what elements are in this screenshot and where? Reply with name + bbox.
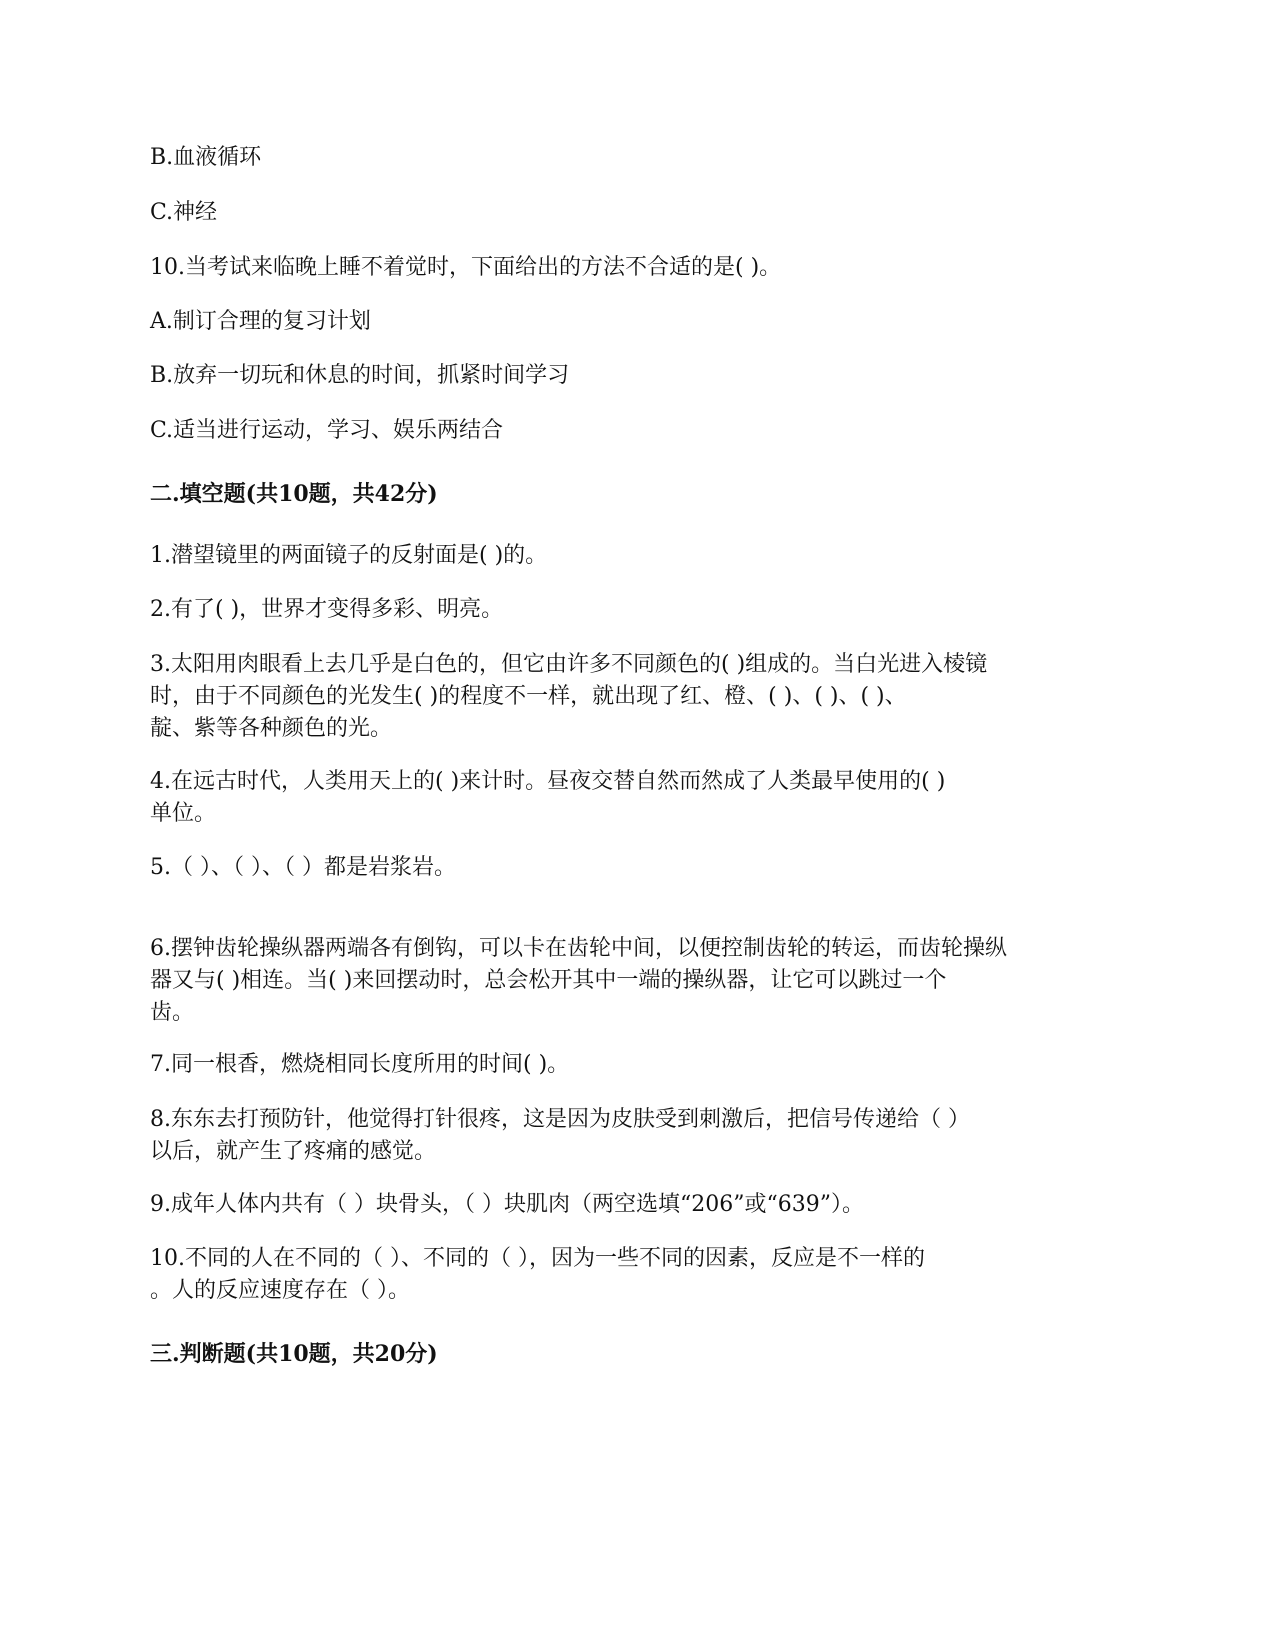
fill-q7: 7.同一根香，燃烧相同长度所用的时间( )。 [150, 1052, 570, 1077]
section-three-heading: 三.判断题(共10题，共20分) [150, 1341, 438, 1367]
q10-option-c: C.适当进行运动，学习、娱乐两结合 [150, 418, 504, 443]
fill-q6-line-2: 器又与( )相连。当( )来回摆动时，总会松开其中一端的操纵器，让它可以跳过一个 [150, 968, 947, 993]
fill-q8-line-2: 以后，就产生了疼痛的感觉。 [150, 1139, 437, 1164]
fill-q8-line-1: 8.东东去打预防针，他觉得打针很疼，这是因为皮肤受到刺激后，把信号传递给（ ） [150, 1107, 970, 1132]
fill-q2: 2.有了( )，世界才变得多彩、明亮。 [150, 597, 504, 622]
fill-q6-line-1: 6.摆钟齿轮操纵器两端各有倒钩，可以卡在齿轮中间，以便控制齿轮的转运，而齿轮操纵 [150, 936, 1007, 961]
fill-q10 [150, 1243, 1125, 1307]
fill-q5: 5.（ ）、（ ）、（ ）都是岩浆岩。 [150, 855, 456, 880]
fill-q10-line-2: 。人的反应速度存在（ ）。 [150, 1278, 410, 1303]
q10-option-b: B.放弃一切玩和休息的时间，抓紧时间学习 [150, 363, 570, 388]
fill-q3-line-3: 靛、紫等各种颜色的光。 [150, 716, 393, 741]
fill-q1: 1.潜望镜里的两面镜子的反射面是( )的。 [150, 543, 548, 568]
fill-q4-line-2: 单位。 [150, 801, 217, 826]
fill-q10-line-1: 10.不同的人在不同的（ ）、不同的（ ），因为一些不同的因素，反应是不一样的 [150, 1246, 925, 1271]
q9-option-b: B.血液循环 [150, 145, 262, 170]
fill-q3 [150, 649, 1125, 745]
fill-q6 [150, 933, 1125, 1029]
fill-q3-line-2: 时，由于不同颜色的光发生( )的程度不一样，就出现了红、橙、( )、( )、( )、 [150, 684, 907, 709]
q10-option-a: A.制订合理的复习计划 [150, 309, 371, 334]
fill-q8 [150, 1104, 1125, 1168]
q9-option-c: C.神经 [150, 200, 218, 225]
section-two-heading: 二.填空题(共10题，共42分) [150, 481, 438, 507]
fill-q4-line-1: 4.在远古时代，人类用天上的( )来计时。昼夜交替自然而然成了人类最早使用的( ) [150, 769, 946, 794]
q10-stem: 10.当考试来临晚上睡不着觉时，下面给出的方法不合适的是( )。 [150, 255, 782, 280]
fill-q4 [150, 766, 1125, 830]
fill-q9: 9.成年人体内共有（ ）块骨头，（ ）块肌肉（两空选填“206”或“639”）。 [150, 1192, 864, 1217]
fill-q3-line-1: 3.太阳用肉眼看上去几乎是白色的，但它由许多不同颜色的( )组成的。当白光进入棱镜 [150, 652, 988, 677]
fill-q6-line-3: 齿。 [150, 1000, 195, 1025]
